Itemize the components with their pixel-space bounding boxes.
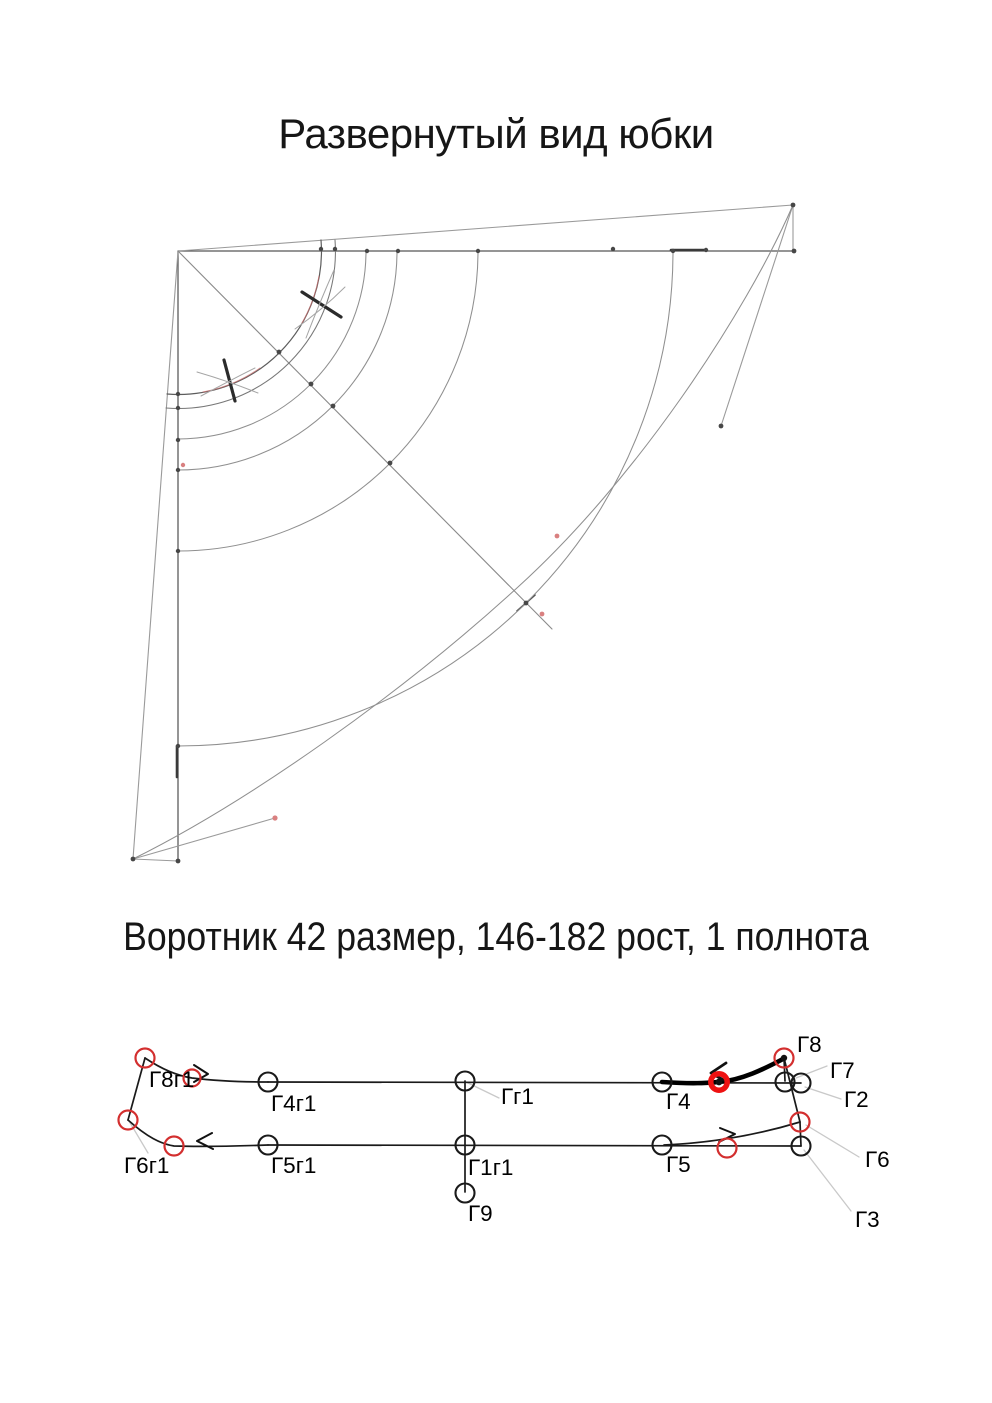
label-g6g1: Г6г1 <box>124 1153 170 1178</box>
point-g8-center-dot <box>781 1055 787 1061</box>
skirt-bisector <box>178 251 552 629</box>
leader-g7 <box>796 1066 827 1078</box>
label-g7: Г7 <box>830 1058 855 1083</box>
label-g4g1: Г4г1 <box>271 1091 317 1116</box>
notch-a-thin-1 <box>306 270 334 338</box>
leader-g6g1 <box>129 1121 148 1153</box>
skirt-arcs <box>133 205 793 859</box>
label-gg1: Гг1 <box>501 1084 534 1109</box>
label-g8g1: Г8г1 <box>149 1067 195 1092</box>
selected-point-center-dot <box>716 1079 723 1086</box>
leader-g3 <box>804 1150 851 1211</box>
collar-bottom-line <box>268 1145 801 1146</box>
leader-gg1 <box>466 1082 499 1098</box>
label-g4: Г4 <box>666 1089 691 1114</box>
skirt-diagonal-line <box>178 251 552 629</box>
hem-arc <box>178 251 673 746</box>
skirt-axes <box>178 251 794 861</box>
collar-outline <box>128 1058 801 1192</box>
skirt-red-dots <box>181 463 560 821</box>
leader-g2 <box>805 1087 841 1099</box>
notch-marks <box>197 270 345 401</box>
skirt-edge-lines <box>133 205 793 861</box>
skirt-left-edge <box>133 251 178 859</box>
skirt-bottom-short-line <box>133 818 275 859</box>
label-g8: Г8 <box>797 1032 822 1057</box>
skirt-top-edge <box>178 205 793 251</box>
skirt-bottom-connector <box>133 859 178 861</box>
allowance-marks <box>177 250 706 777</box>
label-g2: Г2 <box>844 1087 869 1112</box>
point-red-bottom-right-circle[interactable] <box>718 1139 737 1158</box>
outer-hem-curve <box>133 205 793 859</box>
collar-leader-lines <box>129 1066 859 1211</box>
label-g1g1: Г1г1 <box>468 1155 514 1180</box>
label-g3: Г3 <box>855 1207 880 1232</box>
collar-diagram <box>119 1032 890 1232</box>
leader-g6 <box>806 1125 859 1157</box>
collar-title-text: Воротник 42 размер, 146-182 рост, 1 полнота <box>123 915 869 959</box>
skirt-diagram <box>131 203 797 864</box>
selected-point-marker[interactable] <box>711 1074 727 1090</box>
skirt-peak-construction-line <box>721 205 793 426</box>
label-g9: Г9 <box>468 1201 493 1226</box>
skirt-intersection-dots <box>131 203 797 864</box>
label-g5g1: Г5г1 <box>271 1153 317 1178</box>
collar-right-edge <box>784 1058 801 1146</box>
label-g6: Г6 <box>865 1147 890 1172</box>
skirt-title: Развернутый вид юбки <box>278 110 714 157</box>
label-g5: Г5 <box>666 1152 691 1177</box>
